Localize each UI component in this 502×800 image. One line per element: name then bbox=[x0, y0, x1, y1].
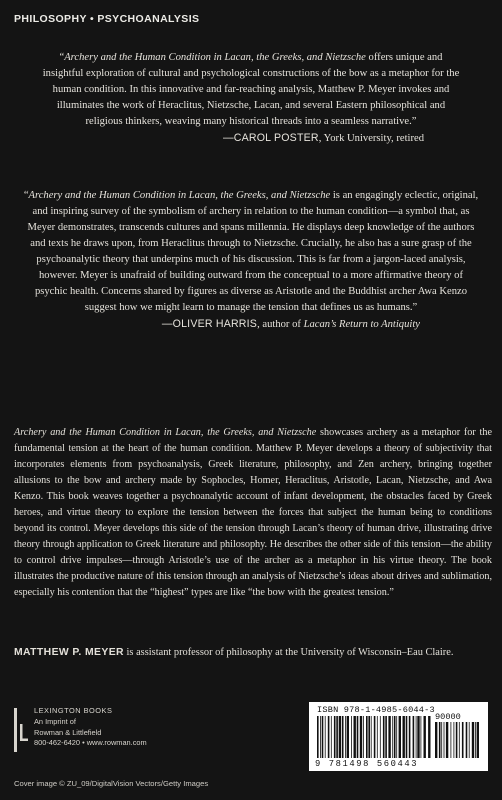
barcode-bar bbox=[385, 716, 387, 758]
barcode-bar bbox=[416, 716, 417, 758]
quote-open-mark: “ bbox=[59, 52, 65, 63]
quote-book-title: Archery and the Human Condition in Lacan, the Greeks, and Nietzsche bbox=[28, 190, 331, 201]
publisher-imprint-line: An Imprint of bbox=[34, 716, 76, 726]
barcode-bar bbox=[392, 716, 393, 758]
publisher-info bbox=[34, 706, 174, 749]
barcode-bar bbox=[317, 716, 319, 758]
barcode-bar bbox=[331, 716, 332, 758]
barcode-bar bbox=[394, 716, 396, 758]
ean-number: 9 781498 560443 bbox=[315, 759, 419, 769]
barcode-bar bbox=[413, 716, 415, 758]
quote-open-mark: “ bbox=[23, 190, 29, 201]
barcode-addon-bar bbox=[435, 722, 437, 758]
barcode-bar bbox=[334, 716, 336, 758]
barcode-addon-bar bbox=[446, 722, 448, 758]
barcode-bar bbox=[347, 716, 349, 758]
barcode-bar bbox=[380, 716, 381, 758]
barcode-bar bbox=[421, 716, 422, 758]
barcode-bar bbox=[339, 716, 341, 758]
barcode-bar bbox=[403, 716, 405, 758]
quote-attribution bbox=[22, 316, 480, 333]
barcode-bars-icon bbox=[317, 716, 480, 758]
barcode-bar bbox=[424, 716, 426, 758]
barcode-addon-bar bbox=[477, 722, 479, 758]
quote-book-title: Archery and the Human Condition in Lacan, the Greeks, and Nietzsche bbox=[64, 52, 366, 63]
barcode-addon-bar bbox=[466, 722, 468, 758]
barcode-bar bbox=[366, 716, 368, 758]
barcode-bar bbox=[354, 716, 356, 758]
publisher-parent: Rowman & Littlefield bbox=[34, 727, 102, 737]
quote-body: offers unique and insightful exploration of cultural and psychological constructions of the bow as a metaphor for the human condition. In this innovative and far-reaching analysis, Matthew P. Meyer invokes and illuminates the work of Heraclitus, Nietzsche, Lacan, and several Eastern philosophical and religious thinkers, weaving many historical threads into a seamless narrative.” bbox=[42, 52, 460, 127]
barcode-bar bbox=[377, 716, 378, 758]
author-name: MATTHEW P. MEYER bbox=[14, 647, 124, 658]
quote-attribution bbox=[40, 130, 462, 147]
barcode-bar bbox=[320, 716, 321, 758]
barcode-addon-bar bbox=[456, 722, 458, 758]
barcode-bar bbox=[399, 716, 401, 758]
barcode-bar bbox=[357, 716, 359, 758]
quote-affiliation: , York University, retired bbox=[318, 133, 424, 144]
barcode-addon-bar bbox=[462, 722, 464, 758]
barcode-bar bbox=[342, 716, 344, 758]
barcode-bar bbox=[406, 716, 408, 758]
barcode-bar bbox=[417, 716, 419, 758]
author-bio-text: is assistant professor of philosophy at the University of Wisconsin–Eau Claire. bbox=[123, 647, 454, 658]
quote-affiliation: , author of bbox=[257, 319, 304, 330]
barcode-bar bbox=[371, 716, 372, 758]
price-code: 90000 bbox=[435, 712, 461, 722]
barcode-addon-bar bbox=[475, 722, 476, 758]
category-label: PHILOSOPHY • PSYCHOANALYSIS bbox=[14, 13, 200, 25]
book-description bbox=[14, 425, 492, 601]
barcode-addon-bar bbox=[451, 722, 452, 758]
barcode-addon-bar bbox=[454, 722, 455, 758]
barcode-bar bbox=[363, 716, 364, 758]
quote-author: —CAROL POSTER bbox=[222, 132, 319, 144]
description-book-title: Archery and the Human Condition in Lacan, the Greeks, and Nietzsche bbox=[14, 427, 317, 438]
quote-cited-book: Lacan’s Return to Antiquity bbox=[303, 319, 420, 330]
quote-body: is an engagingly eclectic, original, and inspiring survey of the symbolism of archery in relation to the human condition—a symbol that, as Meyer demonstrates, transcends cultures and spans millennia. He displays deep knowledge of the authors and texts he draws upon, from Heraclitus through to Nietzsche. Crucially, he also has a sure grasp of the psychoanalytic theory that underpins much of his discussion. This is far from a jargon-laced analysis, however. Meyer is unafraid of building outward from the conceptual to a more affirmative theory of psychic health. Concerns shared by figures as diverse as Aristotle and the Buddhist archer Awa Kenzo suggest how we might learn to manage the tension that defines us as humans.” bbox=[27, 190, 479, 313]
barcode-bar bbox=[388, 716, 390, 758]
barcode-bar bbox=[396, 716, 397, 758]
barcode-addon-bar bbox=[439, 722, 441, 758]
barcode-bar bbox=[325, 716, 326, 758]
barcode-addon-bar bbox=[459, 722, 460, 758]
barcode-addon-bar bbox=[469, 722, 470, 758]
endorsement-quote-1 bbox=[40, 50, 462, 147]
barcode-addon-bar bbox=[444, 722, 445, 758]
barcode-addon-bar bbox=[441, 722, 442, 758]
barcode-bar bbox=[360, 716, 362, 758]
barcode-bar bbox=[383, 716, 385, 758]
barcode-bar bbox=[345, 716, 346, 758]
isbn-barcode bbox=[309, 702, 488, 771]
barcode-bar bbox=[428, 716, 430, 758]
barcode-bar bbox=[368, 716, 370, 758]
description-body: showcases archery as a metaphor for the fundamental tension at the heart of the human condition. Matthew P. Meyer develops a theory of subjectivity that incorporates elements from psychoanalysis, Greek literature, philosophy, and Zen archery, bringing together allusions to the bow and archery made by Sophocles, Homer, Heraclitus, Aristotle, Lacan, Nietzsche, and Awa Kenzo. This book weaves together a psychoanalytic account of infant development, the obstacles faced by Greek heroes, and virtue theory to explore the tension between the forces that subject the human being to conditions beyond its control. Meyer develops this side of the tension through Lacan’s theory of human drive, illustrating drive theory through application to Greek literature and philosophy. He describes the other side of this tension—the ability to control drive impulses—through Aristotle’s use of the archer as a metaphor in his virtue theory. The book illustrates the productive nature of this tension through an analysis of Nietzsche’s ideas about drives and sublimation, especially his contention that the “highest” types are like “the bow with the greatest tension.” bbox=[14, 427, 492, 598]
barcode-addon-bar bbox=[472, 722, 474, 758]
barcode-bar bbox=[374, 716, 376, 758]
quote-author: —OLIVER HARRIS bbox=[161, 318, 258, 330]
publisher-name: LEXINGTON BOOKS bbox=[34, 706, 113, 715]
endorsement-quote-2 bbox=[22, 188, 480, 333]
publisher-contact: 800-462-6420 • www.rowman.com bbox=[34, 738, 147, 748]
cover-image-credit: Cover image © ZU_09/DigitalVision Vectors/Getty Images bbox=[14, 779, 209, 788]
barcode-bar bbox=[409, 716, 411, 758]
barcode-bar bbox=[322, 716, 324, 758]
isbn-text: ISBN 978-1-4985-6044-3 bbox=[317, 705, 435, 715]
barcode-bar bbox=[328, 716, 330, 758]
lexington-logo-icon bbox=[14, 708, 28, 752]
barcode-bar bbox=[336, 716, 338, 758]
author-bio bbox=[14, 645, 492, 661]
barcode-bar bbox=[351, 716, 352, 758]
